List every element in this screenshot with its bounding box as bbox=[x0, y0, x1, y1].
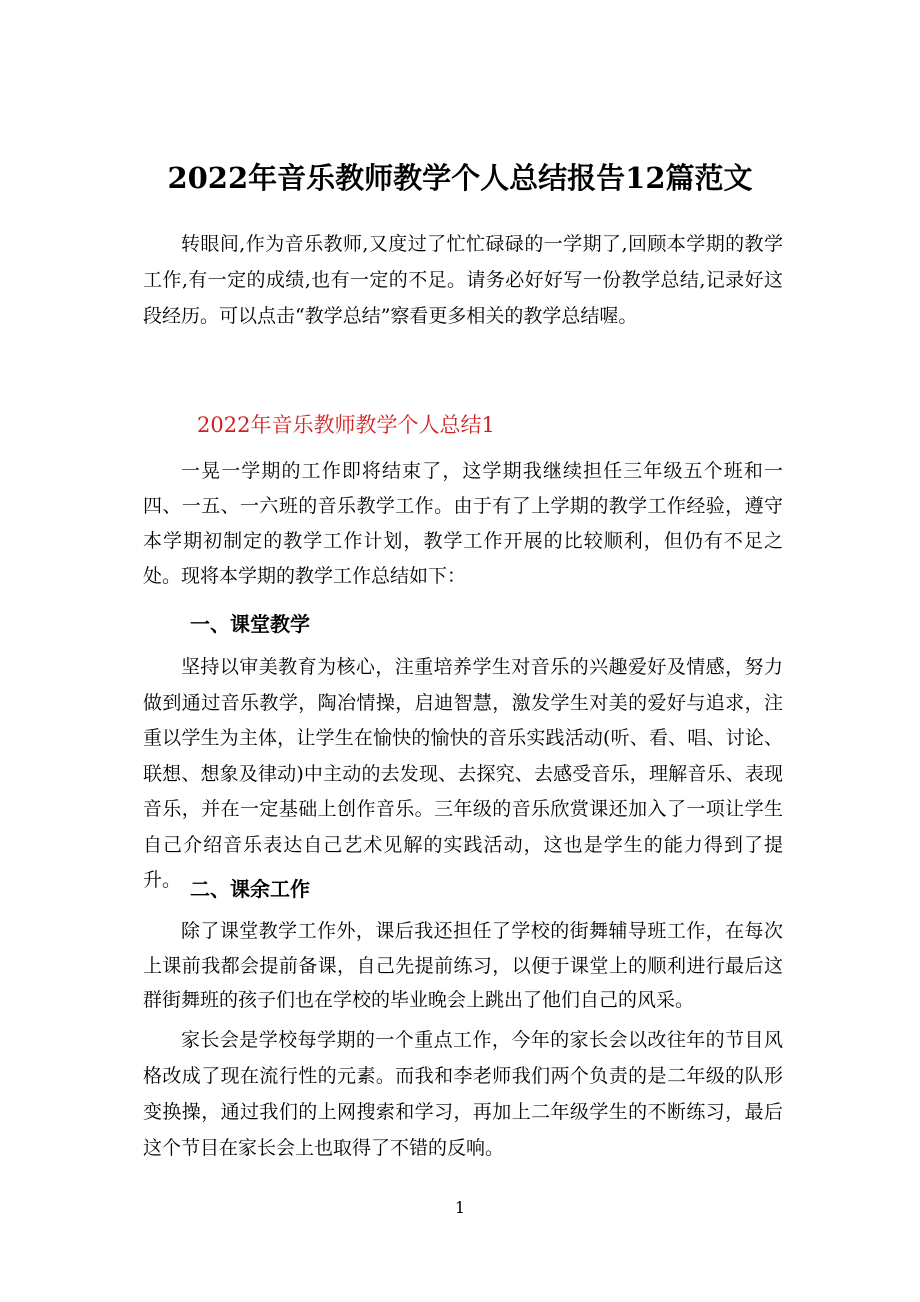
paragraph-block-1 bbox=[143, 454, 783, 594]
heading-extracurricular-work: 二、课余工作 bbox=[190, 877, 310, 901]
intro-paragraph-block bbox=[143, 226, 783, 334]
page-number: 1 bbox=[454, 1198, 466, 1217]
paragraph-4: 家长会是学校每学期的一个重点工作，今年的家长会以改往年的节目风格改成了现在流行性的元素。而我和李老师我们两个负责的是二年级的队形变换操，通过我们的上网搜索和学习，再加上二年级学生的不断练习，最后这个节目在家长会上也取得了不错的反响。 bbox=[143, 1029, 783, 1159]
intro-paragraph: 转眼间,作为音乐教师,又度过了忙忙碌碌的一学期了,回顾本学期的教学工作,有一定的成绩,也有一定的不足。请务必好好写一份教学总结,记录好这段经历。可以点击“教学总结”察看更多相关的教学总结喔。 bbox=[143, 233, 783, 327]
section-title: 2022年音乐教师教学个人总结1 bbox=[197, 413, 495, 437]
paragraph-block-4 bbox=[143, 1022, 783, 1166]
heading-classroom-teaching: 一、课堂教学 bbox=[190, 612, 310, 636]
paragraph-block-3 bbox=[143, 914, 783, 1018]
paragraph-3: 除了课堂教学工作外，课后我还担任了学校的街舞辅导班工作，在每次上课前我都会提前备课，自己先提前练习，以便于课堂上的顺利进行最后这群街舞班的孩子们也在学校的毕业晚会上跳出了他们自己的风采。 bbox=[143, 920, 783, 1011]
paragraph-block-2 bbox=[143, 650, 783, 899]
paragraph-1: 一晃一学期的工作即将结束了，这学期我继续担任三年级五个班和一四、一五、一六班的音乐教学工作。由于有了上学期的教学工作经验，遵守本学期初制定的教学工作计划，教学工作开展的比较顺利，但仍有不足之处。现将本学期的教学工作总结如下： bbox=[143, 460, 783, 587]
paragraph-2: 坚持以审美教育为核心，注重培养学生对音乐的兴趣爱好及情感，努力做到通过音乐教学，陶冶情操，启迪智慧，激发学生对美的爱好与追求，注重以学生为主体，让学生在愉快的愉快的音乐实践活动(听、看、唱、讨论、联想、想象及律动)中主动的去发现、去探究、去感受音乐，理解音乐、表现音乐，并在一定基础上创作音乐。三年级的音乐欣赏课还加入了一项让学生自己介绍音乐表达自己艺术见解的实践活动，这也是学生的能力得到了提升。 bbox=[143, 656, 783, 891]
document-title: 2022年音乐教师教学个人总结报告12篇范文 bbox=[167, 161, 753, 195]
